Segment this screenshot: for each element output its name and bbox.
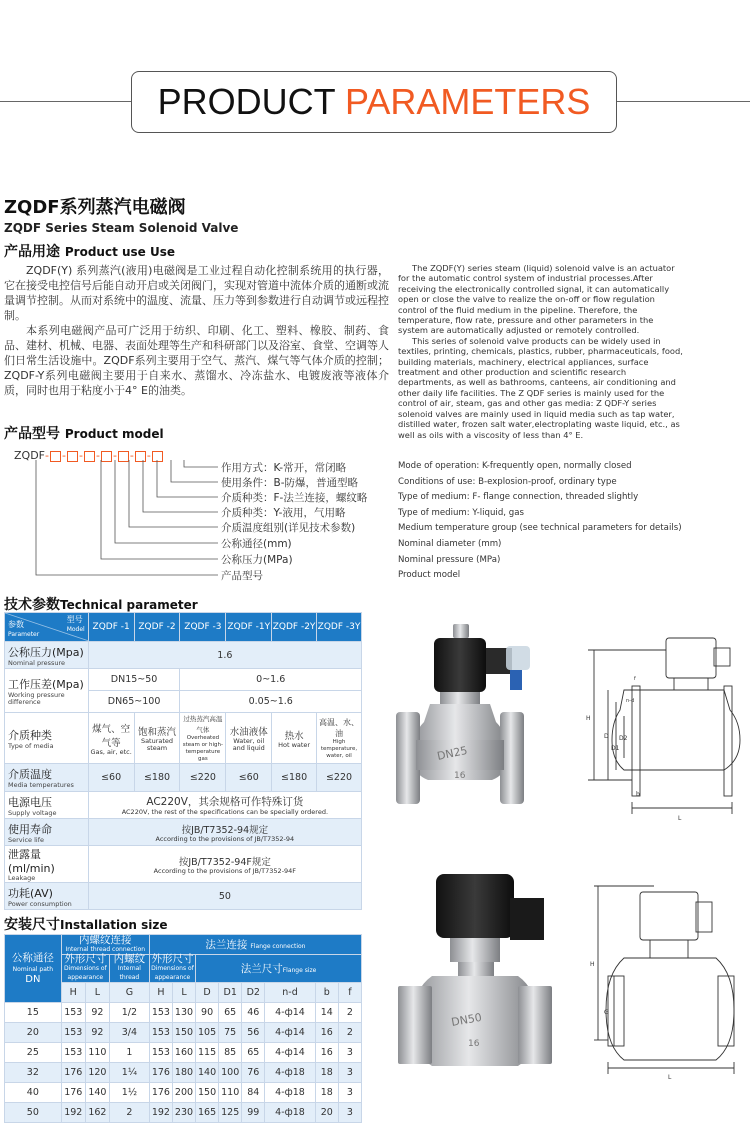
install-cell: 153 [149,1043,172,1063]
row-nominal-pressure [5,642,362,669]
install-heading-cn: 安装尺寸 [4,917,60,933]
col-d1: D1 [219,983,242,1003]
power-label-en: Power consumption [8,899,72,908]
install-cell: 76 [242,1063,265,1083]
service-life-value-en: According to the provisions of JB/T7352-94 [155,834,295,843]
flanged-valve-photo [382,622,550,818]
drawing2-label-g: G [604,1009,609,1016]
install-cell: 3 [338,1103,361,1123]
media-temp-2: ≤180 [134,764,180,792]
product-title-en: ZQDF Series Steam Solenoid Valve [4,221,239,235]
flange-size-header-en: Flange size [282,967,317,974]
install-cell: 4-ф18 [265,1063,315,1083]
install-cell: 176 [149,1083,172,1103]
col-d2: D2 [242,983,265,1003]
drawing1-label-d2: D2 [619,735,628,742]
leakage-label-en: Leakage [8,874,36,882]
install-cell: 4-ф14 [265,1003,315,1023]
row-supply-voltage [5,792,362,819]
supply-voltage-value-en: AC220V, the rest of the specifications can be specially ordered. [121,808,329,816]
drawing1-label-f: f [634,676,636,682]
model-code-prefix: ZQDF [14,449,45,462]
model-col-5: ZQDF -2Y [272,613,317,642]
dn-header-sym: DN [25,973,41,985]
install-cell: 1½ [109,1083,149,1103]
model-item-en-8: Product model [398,570,461,580]
tech-table [4,612,362,910]
install-cell: 115 [196,1043,219,1063]
drawing1-label-d: D [604,733,609,740]
col-h1: H [61,983,85,1003]
working-pressure-dn-1: DN15~50 [88,669,180,691]
install-cell: 18 [315,1063,338,1083]
install-cell: 125 [219,1103,242,1123]
install-table [4,934,362,1123]
install-cell: 200 [172,1083,195,1103]
working-pressure-label: 工作压差(Mpa) [8,677,84,691]
install-cell: 90 [196,1003,219,1023]
media-type-1-en: Gas, air, etc. [90,747,132,756]
install-heading [4,914,168,934]
install-cell: 2 [338,1003,361,1023]
install-heading-en: Installation size [60,918,168,932]
drawing1-label-d1: D1 [611,745,620,752]
media-type-4: 水油液体 [229,727,268,738]
use-cn-paragraph-2: 本系列电磁阀产品可广泛用于纺织、印刷、化工、塑料、橡胶、制药、食品、建材、机械、电器、表面处理等生产和科研部门以及浴室、食堂、空调等人们日常生活设施中。ZQDF系列主要用于空气、蒸汽、煤气等气体介质的控制；ZQDF-Y系列电磁阀主要用于自来水、蒸馏水、冷冻盐水、电镀废液等液体介质，同时也用于粘度小于4° E的油类。 [4,324,389,397]
photo1-pn-mark: 16 [454,771,466,781]
drawing2-label-l: L [668,1074,672,1080]
flange-header-en: Flange connection [250,943,306,950]
power-label: 功耗(AV) [8,886,53,900]
outer1-header-en: Dimensions of appearance [63,965,107,981]
install-cell: 2 [109,1103,149,1123]
install-row [5,1103,362,1123]
install-cell: 153 [61,1023,85,1043]
model-col-6: ZQDF -3Y [317,613,362,642]
install-cell: 15 [5,1003,62,1023]
install-row [5,1003,362,1023]
row-media-type [5,713,362,764]
install-cell: 4-ф14 [265,1043,315,1063]
photo2-pn-mark: 16 [468,1039,480,1049]
install-cell: 230 [172,1103,195,1123]
install-cell: 65 [242,1043,265,1063]
row-service-life [5,819,362,846]
product-model-heading-cn: 产品型号 [4,426,60,442]
install-cell: 16 [315,1043,338,1063]
dn-header-en: Nominal path [12,965,54,973]
col-f: f [338,983,361,1003]
model-item-en-2: Conditions of use: B-explosion-proof, ordinary type [398,477,617,487]
col-nd: n-d [265,983,315,1003]
model-item-cn-7: 公称压力(MPa) [221,554,293,566]
supply-voltage-label-en: Supply voltage [8,808,57,817]
model-item-en-6: Nominal diameter (mm) [398,539,502,549]
flanged-valve-drawing [574,630,746,822]
working-pressure-dn-2: DN65~100 [88,691,180,713]
install-cell: 1¼ [109,1063,149,1083]
model-item-en-1: Mode of operation: K-frequently open, normally closed [398,461,632,471]
model-item-en-7: Nominal pressure (MPa) [398,555,501,565]
model-col-2: ZQDF -2 [134,613,180,642]
corner-model-en: Model [66,626,85,633]
install-cell: 1 [109,1043,149,1063]
install-cell: 160 [172,1043,195,1063]
install-cell: 153 [61,1043,85,1063]
install-cell: 176 [149,1063,172,1083]
drawing2-label-h: H [590,961,595,968]
install-cell: 140 [85,1083,109,1103]
threaded-valve-photo [392,868,552,1080]
install-cell: 2 [338,1023,361,1043]
install-cell: 99 [242,1103,265,1123]
outer2-header: 外形尺寸 [151,953,194,965]
service-life-label: 使用寿命 [8,822,52,836]
install-cell: 150 [196,1083,219,1103]
install-cell: 110 [219,1083,242,1103]
model-item-cn-6: 公称通径(mm) [221,538,292,550]
install-cell: 153 [149,1023,172,1043]
drawing1-label-b: b [636,791,640,798]
use-cn-paragraph-1: ZQDF(Y) 系列蒸汽(液用)电磁阀是工业过程自动化控制系统用的执行器，它在接受电控信号后能自动开启或关闭阀门，实现对管道中流体介质的通断或流量调节控制。从而对系统中的温度、流量、压力等到参数进行自动调节或远程控制。 [4,264,389,322]
model-col-1: ZQDF -1 [88,613,134,642]
install-cell: 16 [315,1023,338,1043]
supply-voltage-value: AC220V，其余规格可作特殊订货 [146,796,304,808]
media-temp-label: 介质温度 [8,768,52,781]
media-type-1: 煤气、空气等 [92,723,131,749]
banner-word-parameters: PARAMETERS [345,81,591,122]
drawing1-label-l: L [678,815,682,822]
product-title-cn: ZQDF系列蒸汽电磁阀 [4,197,186,218]
install-cell: 165 [196,1103,219,1123]
model-item-cn-3: 介质种类：F-法兰连接，螺纹略 [221,492,368,504]
install-cell: 3/4 [109,1023,149,1043]
model-item-en-5: Medium temperature group (see technical parameters for details) [398,523,682,533]
outer1-header: 外形尺寸 [64,953,107,965]
model-item-cn-5: 介质温度组别(详见技术参数) [221,522,356,534]
install-cell: 100 [219,1063,242,1083]
media-temp-1: ≤60 [88,764,134,792]
install-cell: 150 [172,1023,195,1043]
install-cell: 50 [5,1103,62,1123]
install-cell: 84 [242,1083,265,1103]
install-cell: 130 [172,1003,195,1023]
install-body [5,1003,362,1123]
media-temp-6: ≤220 [317,764,362,792]
model-item-en-3: Type of medium: F- flange connection, threaded slightly [398,492,639,502]
media-temp-3: ≤220 [180,764,226,792]
col-g: G [109,983,149,1003]
media-type-2: 饱和蒸汽 [137,727,176,738]
install-header-row-1 [5,935,362,955]
install-cell: 140 [196,1063,219,1083]
inner-header-en: Internal thread [117,965,141,981]
model-item-cn-2: 使用条件：B-防爆，普通型略 [221,477,358,489]
media-temp-5: ≤180 [272,764,317,792]
product-use-heading-en: Product use Use [64,245,176,259]
tech-corner-cell [5,613,89,642]
install-cell: 192 [149,1103,172,1123]
col-d: D [196,983,219,1003]
row-power [5,883,362,910]
model-col-3: ZQDF -3 [180,613,226,642]
service-life-value: 按JB/T7352-94规定 [181,824,269,836]
photo2-dn-mark: DN50 [450,1010,483,1029]
media-temp-4: ≤60 [226,764,272,792]
leakage-label: 泄露量(ml/min) [8,848,55,875]
working-pressure-label-en: Working pressure difference [8,690,65,706]
model-item-en-4: Type of medium: Y-liquid, gas [398,508,524,518]
photo1-dn-mark: DN25 [435,743,469,763]
row-leakage [5,846,362,883]
media-type-4-en: Water, oil and liquid [232,737,265,752]
working-pressure-value-2: 0.05~1.6 [180,691,362,713]
install-cell: 120 [85,1063,109,1083]
install-cell: 153 [149,1003,172,1023]
model-connector-lines [0,0,230,590]
corner-model-cn: 型号 [66,615,83,624]
use-en-paragraph-1: The ZQDF(Y) series steam (liquid) solenoid valve is an actuator for the automatic control system of industrial processes.After receiving the electronically controlled signal, it can automatically open or close the valve to realize the on-off or flow regulation control of the fluid medium in the pipeline. Therefore, the temperature, flow rate, pressure and other parameters in the system are automatically adjusted or remotely controlled. [398,263,675,336]
col-b: b [315,983,338,1003]
model-item-cn-1: 作用方式：K-常开，常闭略 [221,462,347,474]
threaded-valve-drawing [584,880,744,1080]
install-cell: 4-ф14 [265,1023,315,1043]
leakage-value: 按JB/T7352-94F规定 [178,856,271,868]
install-cell: 65 [219,1003,242,1023]
install-cell: 3 [338,1083,361,1103]
thread-header: 内螺纹连接 [79,933,132,946]
flange-size-header: 法兰尺寸 [240,963,283,975]
install-cell: 176 [61,1063,85,1083]
install-cell: 85 [219,1043,242,1063]
nominal-pressure-label: 公称压力(Mpa) [8,645,84,659]
install-cell: 20 [315,1103,338,1123]
tech-heading [4,594,198,614]
drawing1-label-nd: n-d [626,698,635,704]
install-cell: 25 [5,1043,62,1063]
use-en-paragraph-2: This series of solenoid valve products can be widely used in textiles, printing, chemicals, plastics, rubber, pharmaceuticals, food, building materials, machinery, electrical appliances, surface treatment and other production and scientific research departments, as well as bathrooms, canteens, air conditioning and other daily life facilities. The Z QDF series is mainly used for the control of air, steam, gas and other gas media: Z QDF-Y series solenoid valves are mainly used in liquid media such as tap water, distilled water, frozen salt water,electroplating waste liquid, etc., as well as oils with a viscosity of less than 4° E. [398,335,683,440]
install-cell: 75 [219,1023,242,1043]
tech-header-row [5,613,362,642]
flange-header: 法兰连接 [205,939,248,951]
product-use-heading-cn: 产品用途 [4,244,60,260]
media-temp-label-en: Media temperatures [8,781,74,789]
install-cell: 180 [172,1063,195,1083]
leakage-value-en: According to the provisions of JB/T7352-94F [153,866,297,875]
dn-header-cn: 公称通径 [11,951,54,964]
install-cell: 4-ф18 [265,1103,315,1123]
media-type-label: 介质种类 [8,728,52,742]
media-type-2-en: Saturated steam [140,737,174,752]
col-h2: H [149,983,172,1003]
media-type-label-en: Type of media [8,741,54,750]
inner-header: 内螺纹 [113,953,146,965]
corner-param-en: Parameter [8,631,40,638]
col-l1: L [85,983,109,1003]
supply-voltage-label: 电源电压 [8,795,52,809]
service-life-label-en: Service life [8,835,44,844]
media-type-6: 高温、水、油 [319,717,359,738]
install-cell: 3 [338,1043,361,1063]
outer2-header-en: Dimensions of appearance [151,965,194,981]
drawing1-label-h: H [586,715,591,722]
install-cell: 162 [85,1103,109,1123]
install-cell: 105 [196,1023,219,1043]
install-cell: 20 [5,1023,62,1043]
install-row [5,1063,362,1083]
product-use-en-text [398,263,684,440]
install-row [5,1043,362,1063]
install-cell: 92 [85,1023,109,1043]
nominal-pressure-label-en: Nominal pressure [8,658,66,667]
row-media-temp [5,764,362,792]
install-cell: 192 [61,1103,85,1123]
media-type-6-en: High temperature, water, oil [320,738,358,759]
media-type-5: 热水 [284,730,304,742]
install-cell: 110 [85,1043,109,1063]
power-value: 50 [88,883,361,910]
install-cell: 3 [338,1063,361,1083]
model-code: ZQDF- - - - - - - [14,449,164,462]
row-working-pressure-1 [5,669,362,691]
banner-word-product: PRODUCT [157,81,335,122]
corner-param-cn: 参数 [8,620,24,629]
install-cell: 32 [5,1063,62,1083]
install-cell: 18 [315,1083,338,1103]
install-cell: 56 [242,1023,265,1043]
tech-heading-en: Technical parameter [60,598,198,612]
media-type-5-en: Hot water [278,740,311,749]
tech-heading-cn: 技术参数 [4,597,60,613]
model-col-4: ZQDF -1Y [226,613,272,642]
install-row [5,1083,362,1103]
nominal-pressure-value: 1.6 [88,642,361,669]
install-cell: 1/2 [109,1003,149,1023]
media-type-3: 过热蒸汽高温气体 [183,715,223,734]
product-model-heading-en: Product model [64,427,164,441]
install-cell: 153 [61,1003,85,1023]
working-pressure-value-1: 0~1.6 [180,669,362,691]
install-cell: 4-ф18 [265,1083,315,1103]
model-item-cn-8: 产品型号 [221,570,263,582]
dn-header [5,935,62,1003]
install-cell: 40 [5,1083,62,1103]
install-cell: 14 [315,1003,338,1023]
install-cell: 46 [242,1003,265,1023]
install-row [5,1023,362,1043]
thread-header-en: Internal thread connection [65,945,146,953]
model-item-cn-4: 介质种类：Y-液用，气用略 [221,507,346,519]
install-cell: 176 [61,1083,85,1103]
media-type-3-en: Overheated steam or high-temperature gas [182,735,223,762]
col-l2: L [172,983,195,1003]
install-cell: 92 [85,1003,109,1023]
